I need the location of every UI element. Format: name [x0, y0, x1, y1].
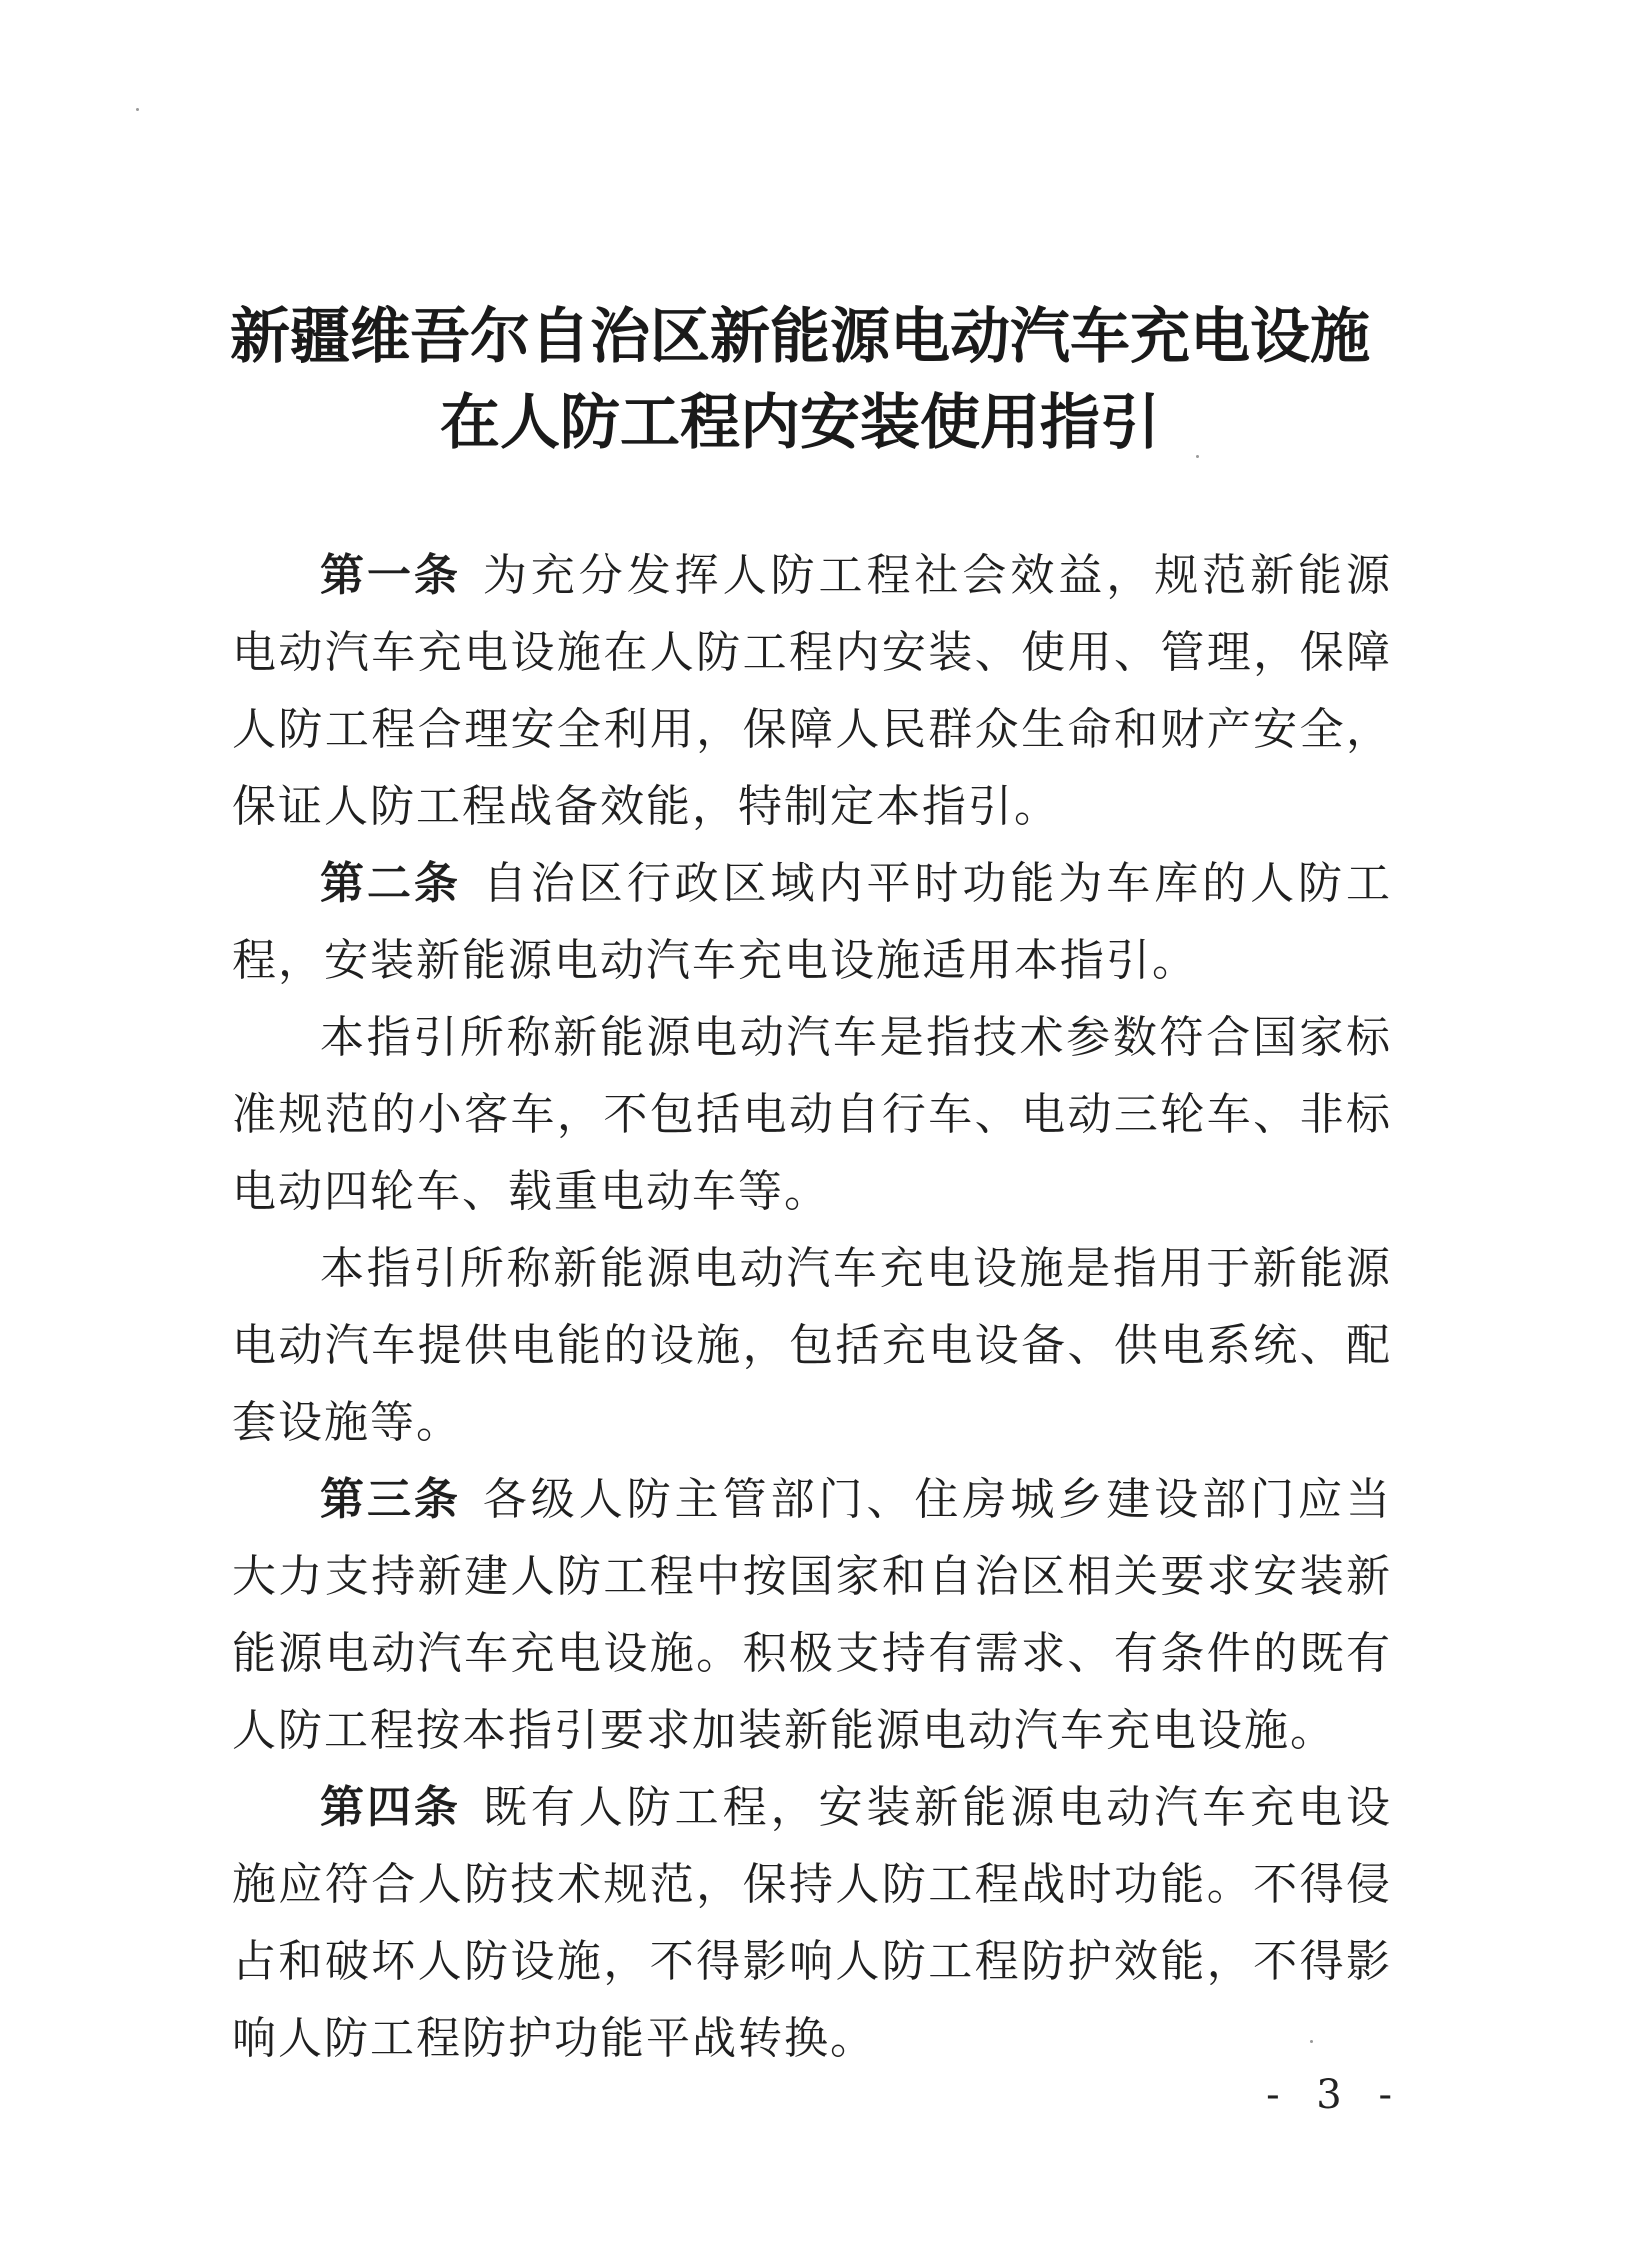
paragraph-text: 自治区行政区域内平时功能为车库的人防工程，安装新能源电动汽车充电设施适用本指引。	[232, 858, 1393, 986]
scan-speck	[1196, 455, 1199, 458]
document-title-line-1: 新疆维吾尔自治区新能源电动汽车充电设施	[230, 302, 1370, 372]
article-label: 第三条	[320, 1474, 461, 1525]
paragraph-text: 既有人防工程，安装新能源电动汽车充电设施应符合人防技术规范，保持人防工程战时功能。不得侵占和破坏人防设施，不得影响人防工程防护效能，不得影响人防工程防护功能平战转换。	[232, 1782, 1393, 2064]
paragraph-article-1	[232, 537, 1392, 845]
article-label: 第一条	[320, 550, 461, 601]
document-body	[232, 537, 1392, 2077]
page-number: - 3 -	[1266, 2072, 1404, 2118]
article-label: 第四条	[320, 1782, 461, 1833]
paragraph-text: 各级人防主管部门、住房城乡建设部门应当大力支持新建人防工程中按国家和自治区相关要求安装新能源电动汽车充电设施。积极支持有需求、有条件的既有人防工程按本指引要求加装新能源电动汽车充电设施。	[232, 1474, 1393, 1756]
scan-speck	[1310, 2040, 1313, 2043]
paragraph-definition-vehicle	[232, 999, 1392, 1230]
paragraph-article-4	[232, 1769, 1392, 2077]
document-title-line-2: 在人防工程内安装使用指引	[440, 388, 1160, 458]
paragraph-article-3	[232, 1461, 1392, 1769]
scan-speck	[136, 108, 139, 111]
paragraph-article-2	[232, 845, 1392, 999]
paragraph-text: 为充分发挥人防工程社会效益，规范新能源电动汽车充电设施在人防工程内安装、使用、管理，保障人防工程合理安全利用，保障人民群众生命和财产安全，保证人防工程战备效能，特制定本指引。	[232, 550, 1393, 832]
paragraph-text: 本指引所称新能源电动汽车是指技术参数符合国家标准规范的小客车，不包括电动自行车、电动三轮车、非标电动四轮车、载重电动车等。	[232, 1012, 1392, 1217]
article-label: 第二条	[320, 858, 461, 909]
paragraph-definition-facility	[232, 1230, 1392, 1461]
paragraph-text: 本指引所称新能源电动汽车充电设施是指用于新能源电动汽车提供电能的设施，包括充电设备、供电系统、配套设施等。	[232, 1243, 1392, 1448]
